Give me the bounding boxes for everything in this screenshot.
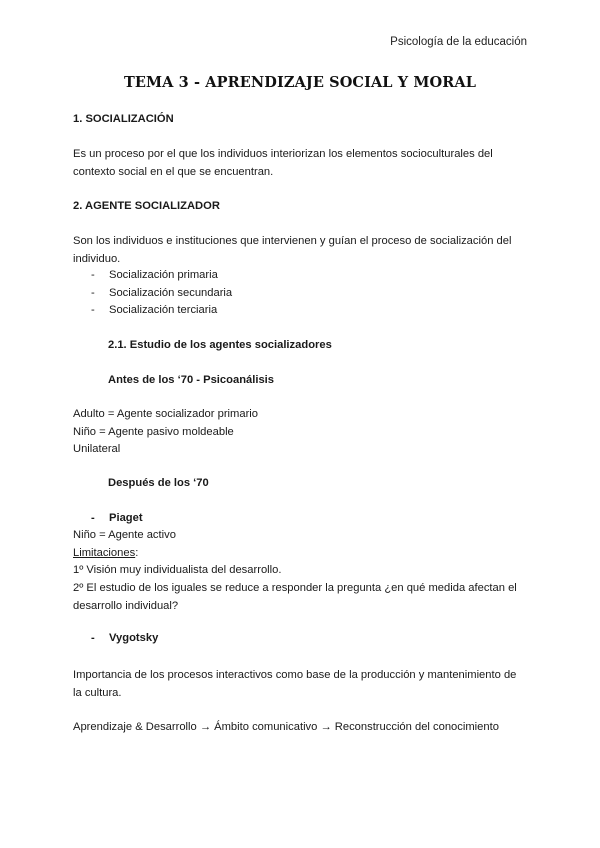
section-body-socializacion: Es un proceso por el que los individuos interiorizan los elementos socioculturales del contexto social en el que se encuentran.	[73, 148, 493, 178]
before-70-line-unilateral: Unilateral	[73, 443, 121, 455]
piaget-limitations-label: Limitaciones:	[73, 547, 139, 559]
piaget-limitation-1: 1º Visión muy individualista del desarrollo.	[73, 564, 282, 576]
section-heading-agente-socializador: 2. AGENTE SOCIALIZADOR	[73, 200, 220, 212]
vygotsky-chain: Aprendizaje & Desarrollo → Ámbito comunicativo → Reconstrucción del conocimiento	[73, 721, 499, 733]
section-body-agente-socializador: Son los individuos e instituciones que intervienen y guían el proceso de socialización del individuo.	[73, 235, 512, 265]
before-70-line-adult: Adulto = Agente socializador primario	[73, 408, 259, 420]
socialization-types-list	[73, 267, 232, 320]
after-70-heading: Después de los ‘70	[108, 477, 209, 489]
page-title: TEMA 3 - APRENDIZAJE SOCIAL Y MORAL	[123, 74, 477, 91]
list-item: - Socialización secundaria	[91, 286, 233, 299]
course-header: Psicología de la educación	[390, 36, 527, 48]
document-page: Psicología de la educación TEMA 3 - APRENDIZAJE SOCIAL Y MORAL 1. SOCIALIZACIÓN Es un proceso por el que los individuos interiorizan los elementos socioculturales del contexto social en el que se encuentran. 2. AGENTE SOCIALIZADOR Son los individuos e instituciones que intervienen y guían el proceso de socialización del individuo. - Socialización primaria - Socialización secundaria - Socialización terciaria 2.1. Estudio de los agentes socializadores Antes de los ‘70 - Psicoanálisis Adulto = Agente socializador primario Niño = Agente pasivo moldeable Unilateral Después de los ‘70 - Piaget Niño = Agente activo Limitaciones: 1º Visión muy individualista del desarrollo. 2º El estudio de los iguales se reduce a responder la pregunta ¿en qué medida afectan el desarrollo individual? - Vygotsky Importancia de los procesos interactivos como base de la producción y mantenimiento de la cultura. Aprendizaje & Desarrollo → Ámbito comunicativo → Reconstrucción del conocimiento	[0, 0, 600, 848]
before-70-line-child: Niño = Agente pasivo moldeable	[73, 426, 234, 438]
list-item: - Socialización terciaria	[91, 304, 218, 317]
section-heading-socializacion: 1. SOCIALIZACIÓN	[73, 113, 174, 125]
piaget-line-active: Niño = Agente activo	[73, 529, 176, 541]
vygotsky-body: Importancia de los procesos interactivos como base de la producción y mantenimiento de la cultura.	[73, 669, 517, 699]
list-item: - Socialización primaria	[91, 269, 218, 281]
subsection-heading: 2.1. Estudio de los agentes socializadores	[108, 339, 332, 351]
piaget-limitation-2: 2º El estudio de los iguales se reduce a responder la pregunta ¿en qué medida afectan el desarrollo individual?	[73, 582, 517, 612]
before-70-heading: Antes de los ‘70 - Psicoanálisis	[108, 374, 275, 386]
